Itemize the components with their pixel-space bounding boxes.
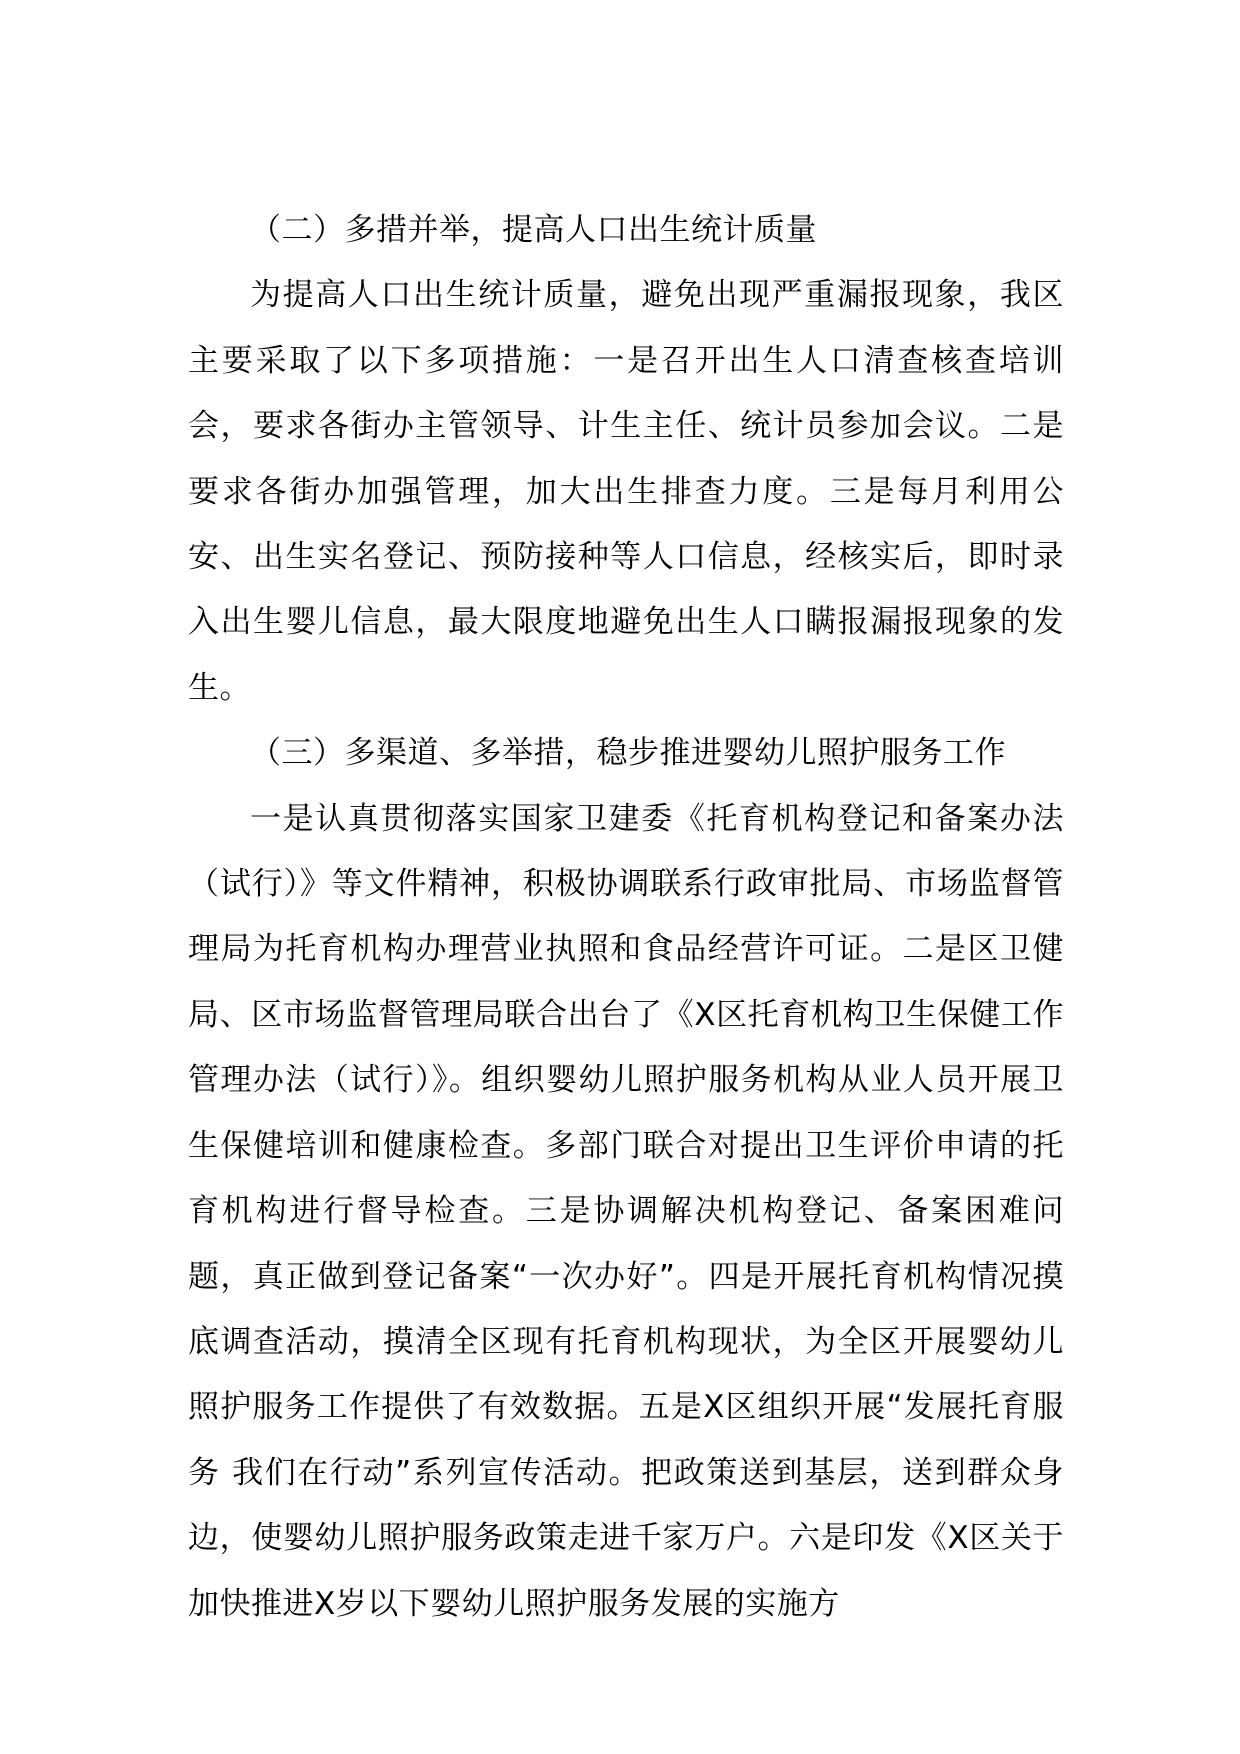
section-heading-2: （二）多措并举，提高人口出生统计质量 — [250, 212, 817, 248]
paragraph-infant-care: 一是认真贯彻落实国家卫建委《托育机构登记和备案办法（试行）》等文件精神，积极协调联系行政审批局、市场监督管理局为托育机构办理营业执照和食品经营许可证。二是区卫健局、区市场监督管理局联合出台了《X区托育机构卫生保健工作管理办法（试行）》。组织婴幼儿照护服务机构从业人员开展卫生保健培训和健康检查。多部门联合对提出卫生评价申请的托育机构进行督导检查。三是协调解决机构登记、备案困难问题，真正做到登记备案“一次办好”。四是开展托育机构情况摸底调查活动，摸清全区现有托育机构现状，为全区开展婴幼儿照护服务工作提供了有效数据。五是X区组织开展“发展托育服务 我们在行动”系列宣传活动。把政策送到基层，送到群众身边，使婴幼儿照护服务政策走进千家万户。六是印发《X区关于加快推进X岁以下婴幼儿照护服务发展的实施方 — [188, 800, 1064, 1622]
document-body — [188, 198, 1064, 1637]
paragraph-birth-statistics: 为提高人口出生统计质量，避免出现严重漏报现象，我区主要采取了以下多项措施：一是召开出生人口清查核查培训会，要求各街办主管领导、计生主任、统计员参加会议。二是要求各街办加强管理，加大出生排查力度。三是每月利用公安、出生实名登记、预防接种等人口信息，经核实后，即时录入出生婴儿信息，最大限度地避免出生人口瞒报漏报现象的发生。 — [188, 277, 1064, 706]
section-heading-3: （三）多渠道、多举措，稳步推进婴幼儿照护服务工作 — [250, 735, 1006, 772]
